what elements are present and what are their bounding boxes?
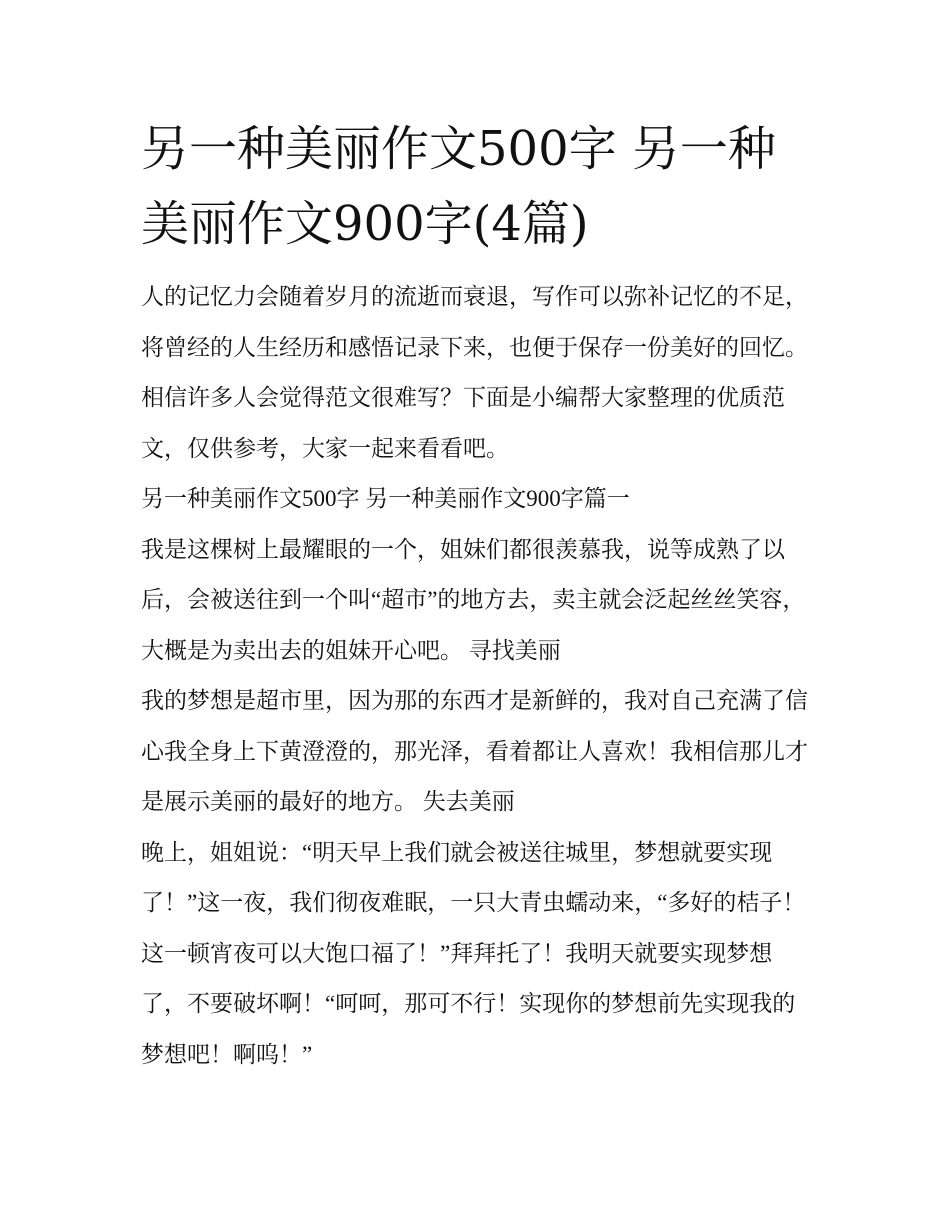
section-heading: 另一种美丽作文500字 另一种美丽作文900字篇一 [141,486,630,511]
document-page [141,112,816,1080]
body-paragraph-2: 我的梦想是超市里，因为那的东西才是新鲜的，我对自己充满了信心我全身上下黄澄澄的，那光泽，看着都让人喜欢！我相信那儿才是展示美丽的最好的地方。 失去美丽 [141,688,808,814]
body-paragraph-1: 我是这棵树上最耀眼的一个，姐妹们都很羡慕我，说等成熟了以后，会被送往到一个叫“超市”的地方去，卖主就会泛起丝丝笑容，大概是为卖出去的姐妹开心吧。 寻找美丽 [141,536,806,663]
intro-paragraph: 人的记忆力会随着岁月的流逝而衰退，写作可以弥补记忆的不足，将曾经的人生经历和感悟记录下来，也便于保存一份美好的回忆。相信许多人会觉得范文很难写？下面是小编帮大家整理的优质范文，仅供参考，大家一起来看看吧。 [141,284,808,461]
document-title: 另一种美丽作文500字 另一种美丽作文900字(4篇) [141,121,776,252]
body-paragraph-3: 晚上，姐姐说：“明天早上我们就会被送往城里，梦想就要实现了！”这一夜，我们彻夜难眠，一只大青虫蠕动来，“多好的桔子！这一顿宵夜可以大饱口福了！”拜拜托了！我明天就要实现梦想了，不要破坏啊！“呵呵，那可不行！实现你的梦想前先实现我的梦想吧！啊呜！” [141,839,806,1067]
